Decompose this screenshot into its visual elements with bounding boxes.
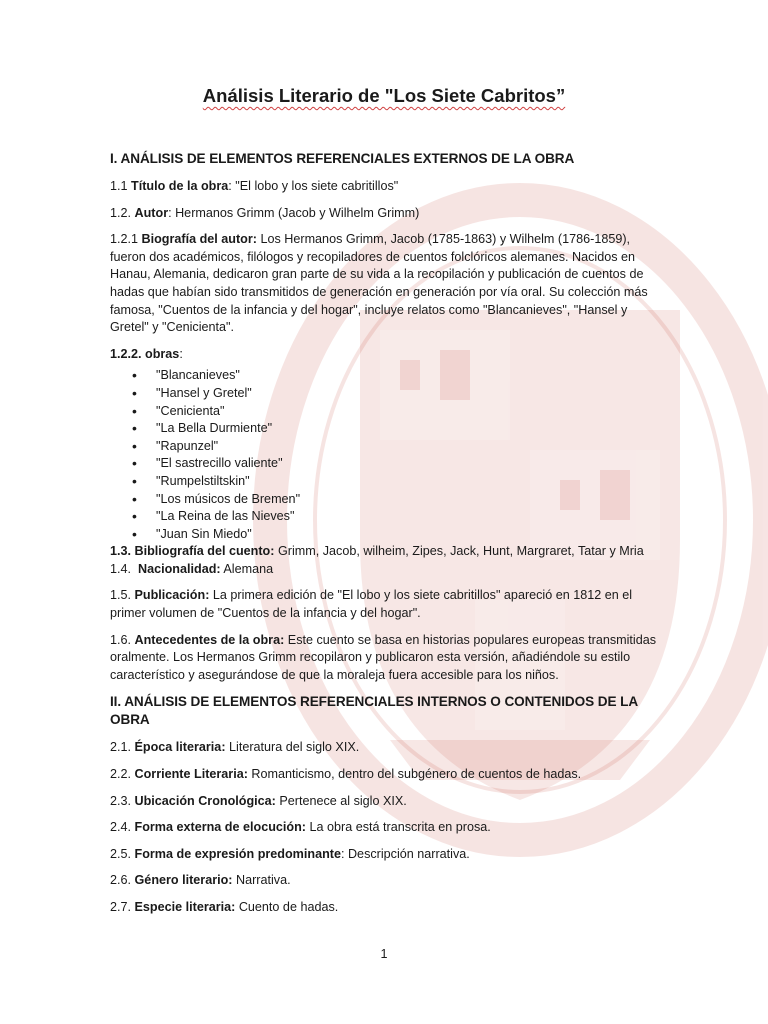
item-value: Alemana (220, 561, 274, 576)
item-number: 1.4. (110, 561, 139, 576)
item-label: Corriente Literaria: (134, 767, 248, 782)
item-value: : Descripción narrativa. (340, 846, 470, 861)
item-label: Autor (134, 205, 169, 220)
item-number: 2.6. (110, 873, 135, 888)
list-item: • "Hansel y Gretel" (156, 385, 658, 403)
genero-paragraph (110, 872, 658, 890)
item-value: : "El lobo y los siete cabritillos" (228, 179, 399, 193)
item-number: 1.6. (110, 632, 135, 647)
bibliografia-paragraph (110, 543, 658, 561)
item-value: La primera edición de "El lobo y los siete cabritillos" apareció en 1812 en el primer volumen de "Cuentos de la infancia y del hogar". (110, 588, 633, 621)
item-number: 2.2. (110, 767, 135, 782)
item-number: 1.2.1 (110, 232, 142, 247)
list-item: • "Juan Sin Miedo" (156, 526, 658, 544)
autor-paragraph (110, 205, 658, 223)
item-value: : (179, 346, 183, 361)
item-value: Grimm, Jacob, wilheim, Zipes, Jack, Hunt, Margraret, Tatar y Mria (274, 544, 644, 559)
antecedentes-paragraph (110, 632, 658, 685)
item-value: Pertenece al siglo XIX. (275, 793, 407, 808)
list-item: • "Rumpelstiltskin" (156, 473, 658, 491)
item-label: Ubicación Cronológica: (134, 793, 276, 808)
item-value: Romanticismo, dentro del subgénero de cuentos de hadas. (247, 767, 582, 782)
item-number: 1.2. (110, 205, 135, 220)
item-number: 2.4. (110, 820, 135, 835)
document-title: Análisis Literario de "Los Siete Cabritos” (202, 85, 566, 106)
item-value: Literatura del siglo XIX. (225, 740, 360, 755)
item-label: Forma externa de elocución: (134, 820, 306, 835)
item-label: Género literario: (134, 873, 233, 888)
obras-heading (110, 346, 658, 364)
biografia-paragraph (110, 231, 658, 337)
epoca-paragraph (110, 739, 658, 757)
item-value: Los Hermanos Grimm, Jacob (1785-1863) y Wilhelm (1786-1859), fueron dos académicos, filólogos y recopiladores de cuentos folclóricos alemanes. Nacidos en Hanau, Alemania, dedicaron gran parte de su vida a la recopilación y publicación de cuentos de hadas que habían sido transmitidos de generación en generación por vía oral. Su colección más famosa, "Cuentos de la infancia y del hogar", incluye relatos como "Blancanieves", "Hansel y Gretel" y "Cenicienta". (110, 232, 648, 335)
forma-externa-paragraph (110, 819, 658, 837)
publicacion-paragraph (110, 587, 658, 622)
item-label: Forma de expresión predominante (134, 846, 341, 861)
item-label: Nacionalidad: (138, 561, 221, 576)
item-value: Este cuento se basa en historias populares europeas transmitidas oralmente. Los Hermanos Grimm recopilaron y publicaron esta versión, añadiéndole su estilo característico y asegurándose de que la moraleja fuera accesible para los niños. (110, 632, 657, 682)
item-value: Narrativa. (232, 873, 291, 888)
item-label: Especie literaria: (134, 900, 236, 914)
item-label: Época literaria: (134, 740, 226, 755)
list-item: • "Los músicos de Bremen" (156, 491, 658, 509)
item-label: Antecedentes de la obra: (134, 632, 285, 647)
item-label: Biografía del autor: (141, 232, 257, 247)
list-item: • "Cenicienta" (156, 403, 658, 421)
item-label: Publicación: (134, 588, 210, 603)
corriente-paragraph (110, 766, 658, 784)
page-number: 1 (380, 947, 388, 961)
item-number: 1.1 (110, 179, 132, 193)
nacionalidad-paragraph (110, 561, 658, 579)
ubicacion-paragraph (110, 793, 658, 811)
item-value: Cuento de hadas. (235, 900, 339, 914)
item-label: Título de la obra (131, 179, 229, 193)
list-item: • "El sastrecillo valiente" (156, 455, 658, 473)
item-value: : Hermanos Grimm (Jacob y Wilhelm Grimm) (168, 205, 420, 220)
list-item: • "La Bella Durmiente" (156, 420, 658, 438)
section-1-heading: I. ANÁLISIS DE ELEMENTOS REFERENCIALES EXTERNOS DE LA OBRA (110, 151, 575, 166)
item-label: 1.3. Bibliografía del cuento: (110, 544, 275, 559)
especie-paragraph (110, 899, 658, 917)
list-item: • "Blancanieves" (156, 367, 658, 385)
forma-expresion-paragraph (110, 846, 658, 864)
item-number: 2.7. (110, 900, 135, 914)
item-number: 2.1. (110, 740, 135, 755)
item-number: 2.3. (110, 793, 135, 808)
item-label: 1.2.2. obras (110, 346, 180, 361)
titulo-paragraph (110, 178, 658, 196)
works-list (110, 367, 658, 543)
item-number: 1.5. (110, 588, 135, 603)
item-number: 2.5. (110, 846, 135, 861)
list-item: • "Rapunzel" (156, 438, 658, 456)
section-2-heading: II. ANÁLISIS DE ELEMENTOS REFERENCIALES INTERNOS O CONTENIDOS DE LA OBRA (110, 694, 638, 728)
list-item: • "La Reina de las Nieves" (156, 508, 658, 526)
item-value: La obra está transcrita en prosa. (305, 820, 491, 835)
document-page (110, 84, 658, 926)
